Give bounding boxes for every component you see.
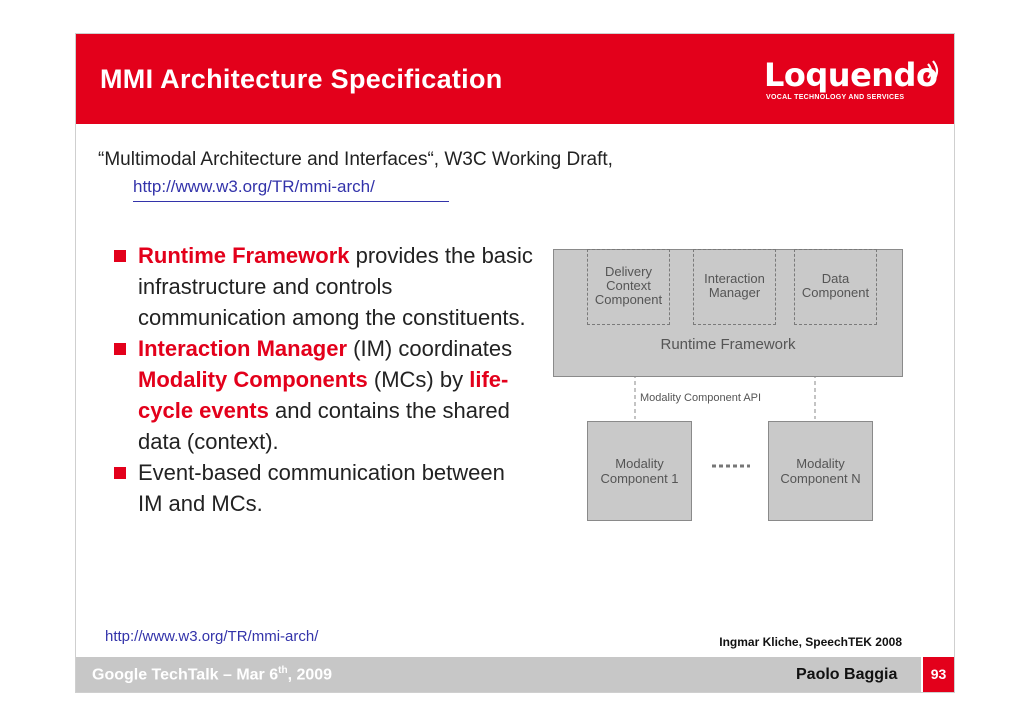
- interaction-manager-line2: Manager: [708, 285, 761, 300]
- delivery-context-line1: Delivery: [605, 264, 652, 279]
- bullet-emphasis: Runtime Framework: [138, 243, 350, 268]
- bullet-item: [114, 457, 534, 519]
- footer-link[interactable]: http://www.w3.org/TR/mmi-arch/: [105, 628, 319, 645]
- data-component-line1: Data: [821, 271, 850, 286]
- modality-1-line1: Modality: [615, 456, 664, 471]
- modality-n-line2: Component N: [780, 471, 861, 486]
- modality-n-line1: Modality: [796, 456, 845, 471]
- logo-tagline: VOCAL TECHNOLOGY AND SERVICES: [766, 94, 905, 101]
- bullet-text: (MCs) by: [367, 367, 470, 392]
- delivery-context-line2: Context: [606, 278, 651, 293]
- modality-component-1: [587, 421, 692, 521]
- delivery-context-line3: Component: [594, 292, 663, 307]
- bullet-text: (IM) coordinates: [347, 336, 513, 361]
- modality-1-line2: Component 1: [600, 471, 679, 486]
- runtime-framework-label: Runtime Framework: [660, 336, 796, 353]
- slide-header: [76, 34, 954, 124]
- event-label: [92, 665, 332, 684]
- footer-credit: Ingmar Kliche, SpeechTEK 2008: [719, 635, 902, 649]
- interaction-manager-component: [693, 249, 776, 325]
- page-number: 93: [923, 657, 954, 692]
- bullet-text: and contains the shared data (context).: [138, 398, 510, 454]
- bullet-emphasis: Interaction Manager: [138, 336, 348, 361]
- bullet-item: [114, 333, 534, 457]
- bullet-square-icon: [114, 467, 126, 479]
- slide-title: MMI Architecture Specification: [100, 64, 503, 94]
- citation-link-underline: [133, 201, 449, 202]
- architecture-diagram: [550, 244, 904, 524]
- bullet-item: [114, 240, 534, 333]
- event-year: , 2009: [287, 666, 333, 684]
- footer-bar: [76, 657, 954, 692]
- modality-component-api-label: Modality Component API: [640, 392, 762, 404]
- data-component: [794, 249, 877, 325]
- data-component-line2: Component: [801, 285, 870, 300]
- modality-component-n: [768, 421, 873, 521]
- logo-wordmark: Loquendo: [764, 56, 938, 94]
- bullet-emphasis: life-cycle events: [138, 367, 509, 423]
- signal-waves-icon: [926, 60, 942, 82]
- presenter-name: Paolo Baggia: [796, 666, 898, 683]
- bullet-list: [114, 240, 534, 519]
- citation-text: “Multimodal Architecture and Interfaces“, W3C Working Draft,: [98, 149, 613, 170]
- bullet-emphasis: Modality Components: [138, 367, 368, 392]
- citation-link[interactable]: http://www.w3.org/TR/mmi-arch/: [133, 177, 375, 196]
- interaction-manager-line1: Interaction: [704, 271, 765, 286]
- bullet-square-icon: [114, 250, 126, 262]
- delivery-context-component: [587, 249, 670, 325]
- bullet-text: Event-based communication between IM and MCs.: [138, 460, 505, 516]
- loquendo-logo: [764, 58, 944, 104]
- bullet-text: provides the basic infrastructure and controls communication among the constituents.: [138, 243, 533, 330]
- slide: [75, 33, 955, 693]
- bullet-square-icon: [114, 343, 126, 355]
- event-sup: th: [278, 665, 288, 676]
- event-main: Google TechTalk – Mar 6: [92, 666, 279, 684]
